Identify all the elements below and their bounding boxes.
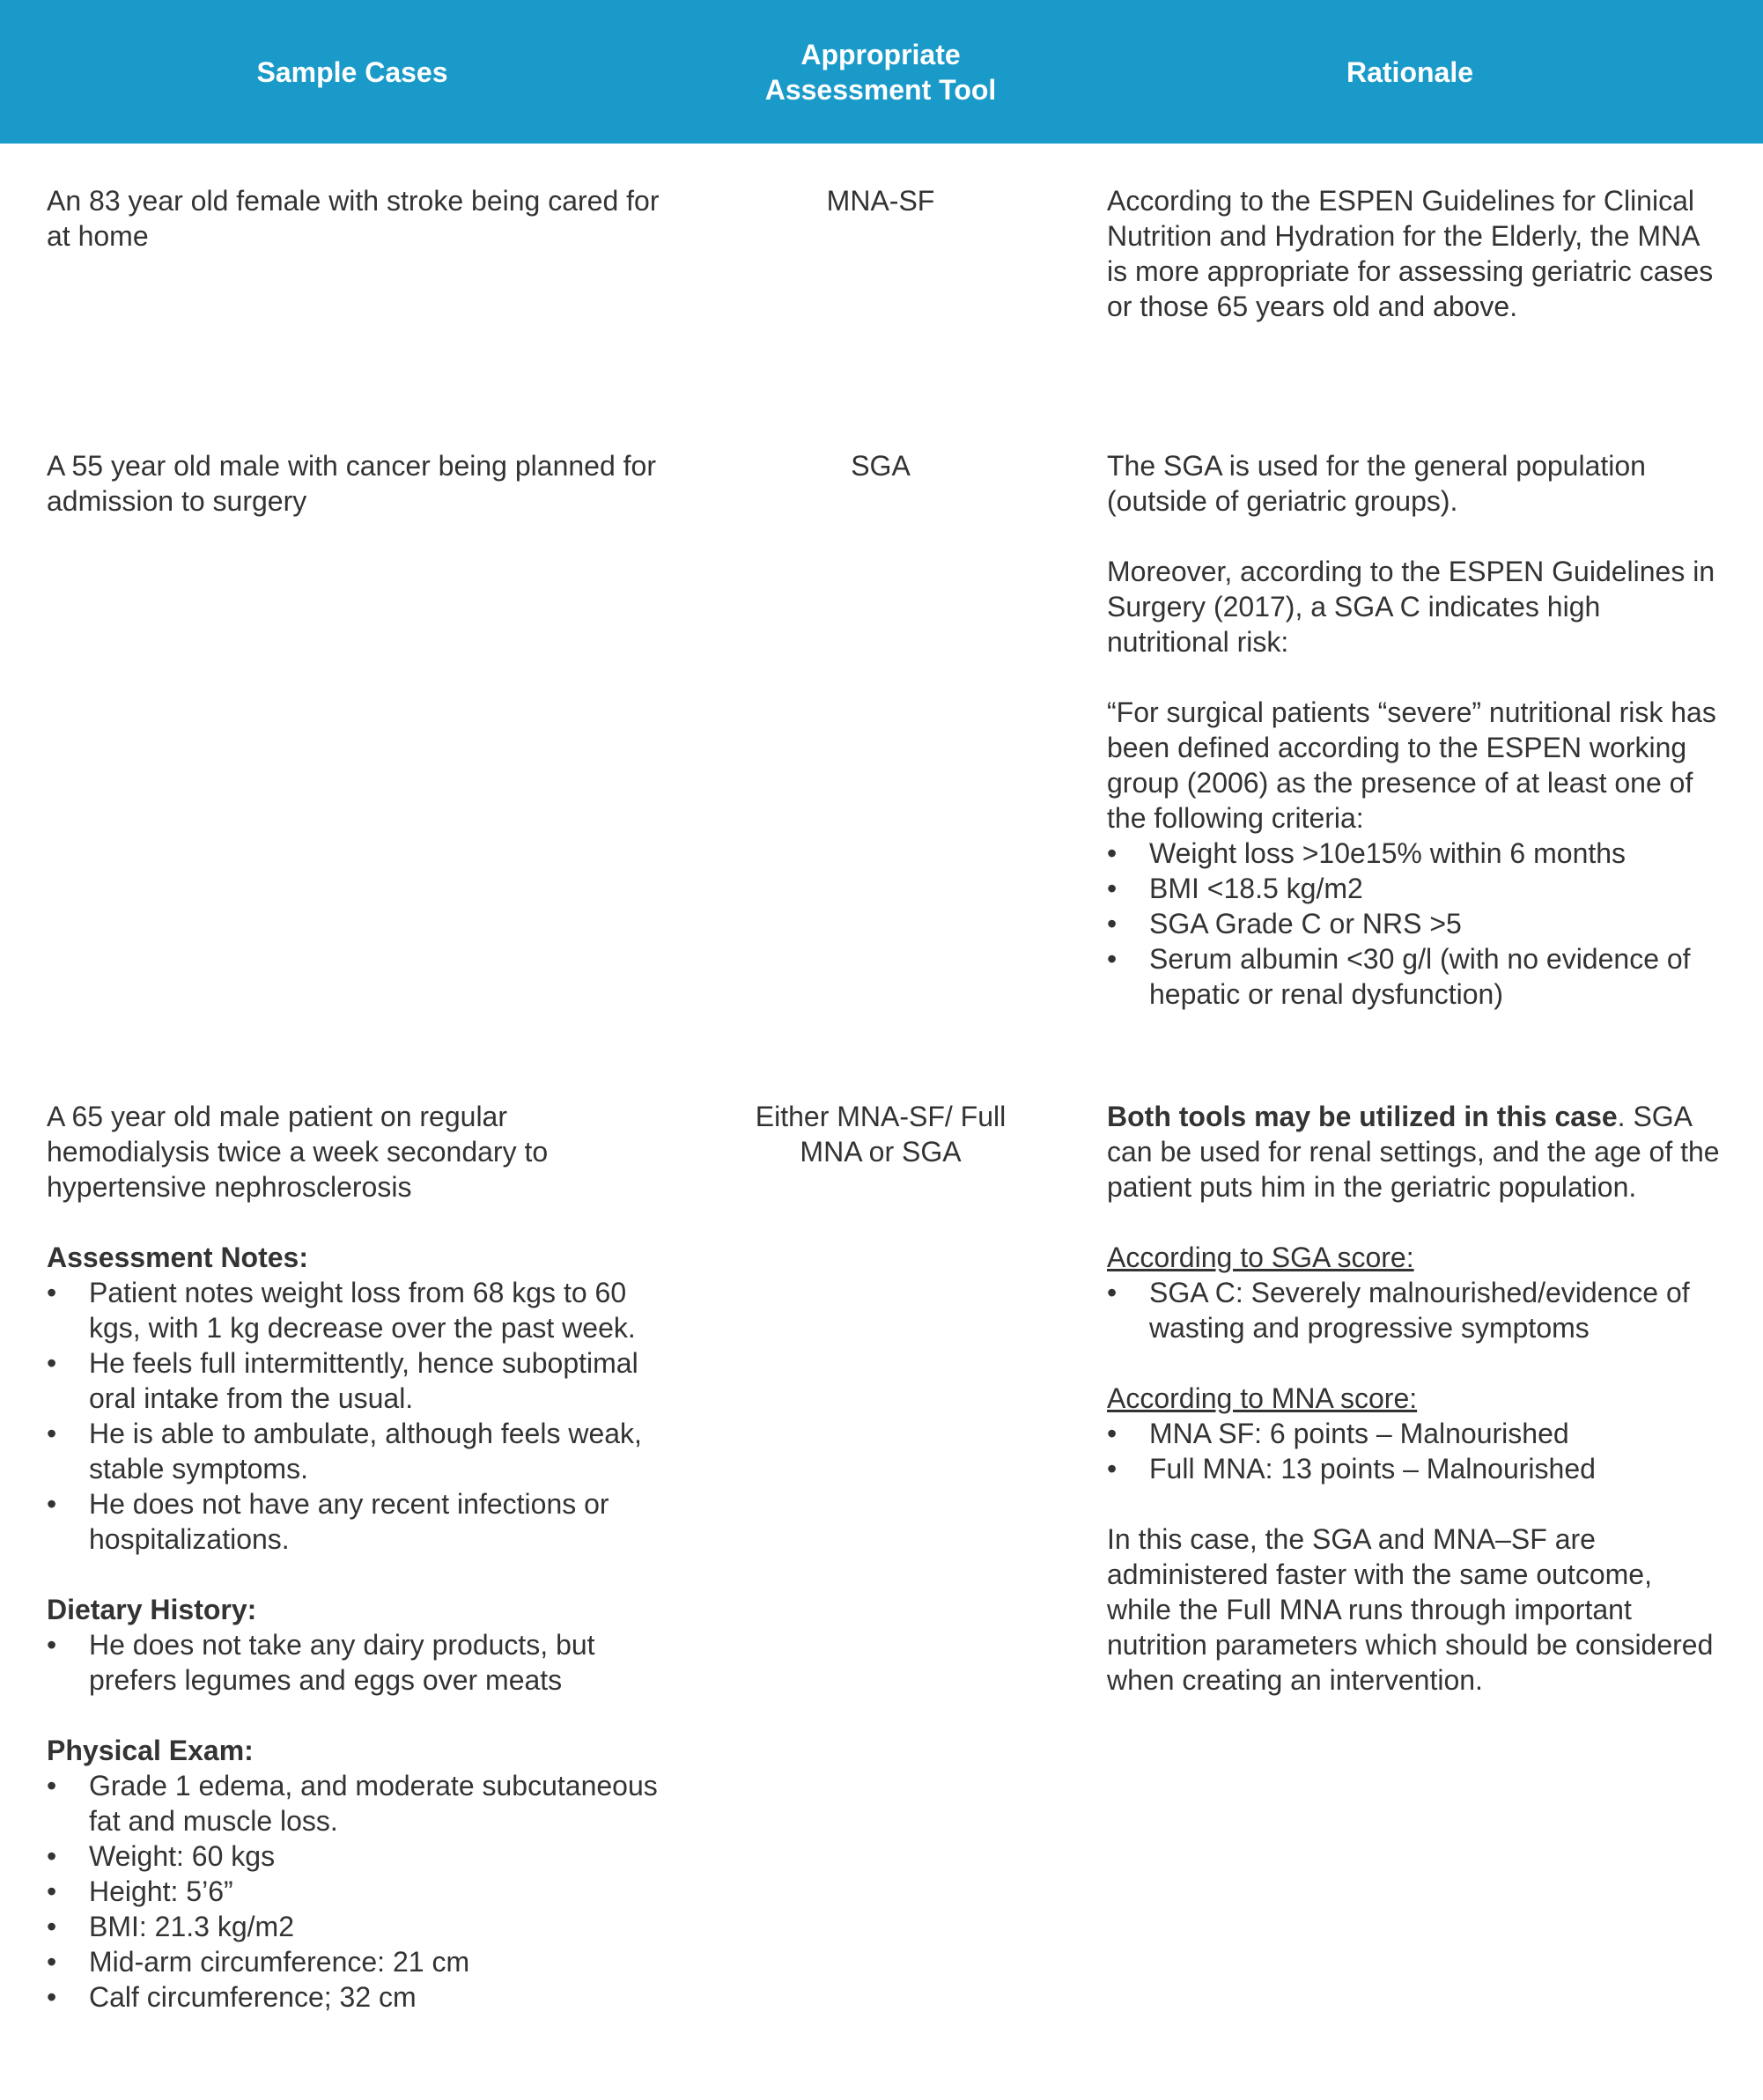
sga-score-list <box>1107 1275 1723 1345</box>
list-item: • He does not have any recent infections or hospitalizations. <box>47 1486 663 1557</box>
header-assessment-tool-line2: Assessment Tool <box>764 73 997 106</box>
row3-tool <box>722 1099 1039 1169</box>
list-item: • Weight: 60 kgs <box>47 1838 663 1874</box>
physical-exam-list <box>47 1768 663 2015</box>
rationale-bold-lead: Both tools may be utilized in this case <box>1107 1101 1618 1132</box>
list-item: • Patient notes weight loss from 68 kgs to 60 kgs, with 1 kg decrease over the past week. <box>47 1275 663 1345</box>
list-item: • SGA Grade C or NRS >5 <box>1107 906 1723 941</box>
list-item: • He is able to ambulate, although feels weak, stable symptoms. <box>47 1416 663 1486</box>
rationale-paragraph: Moreover, according to the ESPEN Guidelines in Surgery (2017), a SGA C indicates high nutritional risk: <box>1107 556 1715 658</box>
header-rationale: Rationale <box>1346 55 1474 88</box>
case-text: A 55 year old male with cancer being planned for admission to surgery <box>47 450 656 517</box>
rationale-text: According to the ESPEN Guidelines for Clinical Nutrition and Hydration for the Elderly, the MNA is more appropriate for assessing geriatric cases or those 65 years old and above. <box>1107 185 1714 322</box>
tool-text: Either MNA-SF/ Full MNA or SGA <box>755 1101 1007 1168</box>
list-item: • BMI <18.5 kg/m2 <box>1107 871 1723 906</box>
dietary-history-list <box>47 1627 663 1698</box>
header-assessment-tool <box>704 0 1057 144</box>
assessment-notes-heading: Assessment Notes: <box>47 1242 308 1273</box>
list-item: • Weight loss >10e15% within 6 months <box>1107 836 1723 871</box>
rationale-closing: In this case, the SGA and MNA–SF are administered faster with the same outcome, while the Full MNA runs through important nutrition parameters which should be considered when creating an intervention. <box>1107 1523 1714 1696</box>
list-item: • Calf circumference; 32 cm <box>47 1979 663 2015</box>
dietary-history-heading: Dietary History: <box>47 1594 257 1625</box>
case-text: An 83 year old female with stroke being cared for at home <box>47 185 660 252</box>
row2-tool <box>704 448 1057 483</box>
list-item: • Serum albumin <30 g/l (with no evidence of hepatic or renal dysfunction) <box>1107 941 1723 1012</box>
rationale-quote: “For surgical patients “severe” nutritional risk has been defined according to the ESPEN working group (2006) as the presence of at least one of the following criteria: <box>1107 696 1716 834</box>
row1-rationale <box>1107 183 1723 324</box>
row1-case <box>47 183 663 254</box>
tool-text: MNA-SF <box>826 185 935 217</box>
list-item: • Height: 5’6” <box>47 1874 663 1909</box>
row3-case <box>47 1099 663 2015</box>
list-item: • He does not take any dairy products, but prefers legumes and eggs over meats <box>47 1627 663 1698</box>
header-assessment-tool-line1: Appropriate <box>800 38 961 70</box>
row2-case <box>47 448 663 519</box>
row3-rationale <box>1107 1099 1723 1698</box>
row2-rationale <box>1107 448 1723 1012</box>
list-item: • MNA SF: 6 points – Malnourished <box>1107 1416 1723 1451</box>
table-header <box>0 0 1763 144</box>
row1-tool <box>704 183 1057 218</box>
list-item: • Full MNA: 13 points – Malnourished <box>1107 1451 1723 1486</box>
list-item: • Grade 1 edema, and moderate subcutaneous fat and muscle loss. <box>47 1768 663 1838</box>
rationale-lead <box>1107 1099 1723 1205</box>
list-item: • SGA C: Severely malnourished/evidence of wasting and progressive symptoms <box>1107 1275 1723 1345</box>
case-text: A 65 year old male patient on regular hemodialysis twice a week secondary to hypertensive nephrosclerosis <box>47 1101 549 1203</box>
header-sample-cases: Sample Cases <box>256 55 448 88</box>
tool-text: SGA <box>851 450 911 482</box>
rationale-lead-rest: . SGA can be used for renal settings, and the age of the patient puts him in the geriatric population. <box>1107 1101 1720 1203</box>
list-item: • Mid-arm circumference: 21 cm <box>47 1944 663 1979</box>
list-item: • BMI: 21.3 kg/m2 <box>47 1909 663 1944</box>
criteria-list <box>1107 836 1723 1012</box>
mna-score-heading: According to MNA score: <box>1107 1382 1418 1414</box>
physical-exam-heading: Physical Exam: <box>47 1735 254 1766</box>
sga-score-heading: According to SGA score: <box>1107 1242 1414 1273</box>
rationale-paragraph: The SGA is used for the general population (outside of geriatric groups). <box>1107 450 1646 517</box>
assessment-notes-list <box>47 1275 663 1557</box>
list-item: • He feels full intermittently, hence suboptimal oral intake from the usual. <box>47 1345 663 1416</box>
mna-score-list <box>1107 1416 1723 1486</box>
